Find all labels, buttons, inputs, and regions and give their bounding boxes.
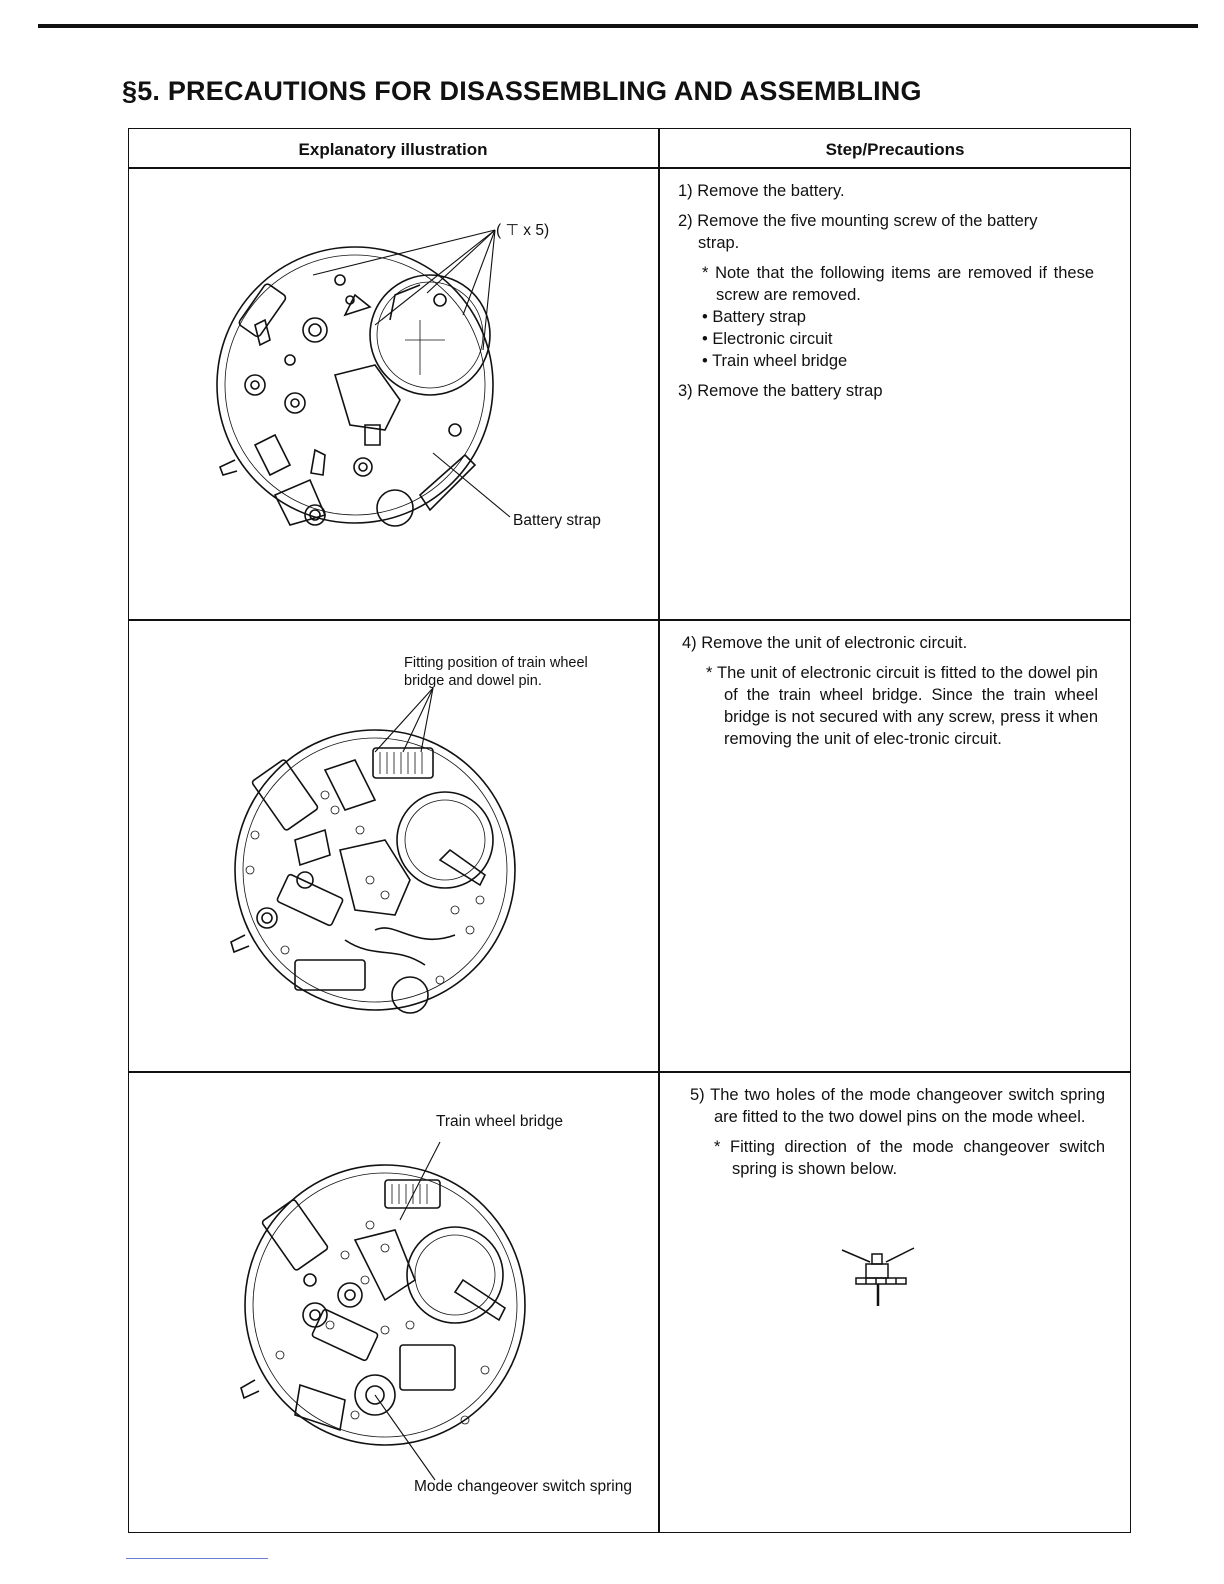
header-steps: Step/Precautions	[825, 140, 965, 159]
bullet-item: • Battery strap	[702, 308, 806, 326]
train-wheel-bridge-label: Train wheel bridge	[436, 1113, 563, 1130]
step-4-note: * The unit of electronic circuit is fitted to the dowel pin of the train wheel bridge. Since the train wheel bridge is not secured with any screw, press it when removing the unit of elec-tronic circuit.	[706, 664, 1098, 748]
bullet-battery-strap: Battery strap	[712, 308, 806, 326]
step-4: 4) Remove the unit of electronic circuit.	[682, 634, 968, 652]
movement-illustration-1	[215, 225, 515, 545]
steps-row-2	[682, 632, 1098, 750]
battery-strap-label: Battery strap	[513, 512, 601, 529]
header-divider	[128, 167, 1131, 169]
step-5-note: * Fitting direction of the mode changeover switch spring is shown below.	[714, 1138, 1105, 1178]
fitting-position-label-line1: Fitting position of train wheel	[404, 655, 588, 671]
bullet-train-wheel-bridge: Train wheel bridge	[712, 352, 848, 370]
step-5: 5) The two holes of the mode changeover switch spring are fitted to the two dowel pins on the mode wheel.	[690, 1086, 1105, 1126]
footer-rule	[126, 1558, 268, 1559]
step-1: 1) Remove the battery.	[678, 182, 845, 200]
screws-label: ( ⊤ x 5)	[496, 222, 550, 239]
top-rule	[38, 24, 1198, 28]
fitting-position-label-line2: bridge and dowel pin.	[404, 673, 542, 689]
row-divider-1	[128, 619, 1131, 621]
step-2-line1: 2) Remove the five mounting screw of the battery	[678, 212, 1038, 230]
spring-orientation-diagram	[838, 1244, 918, 1314]
movement-illustration-3	[235, 1130, 535, 1450]
step-2-line2: strap.	[698, 234, 740, 252]
header-illustration: Explanatory illustration	[298, 140, 488, 159]
bullet-electronic-circuit: Electronic circuit	[712, 330, 833, 348]
step-2-note: * Note that the following items are removed if these screw are removed.	[702, 264, 1094, 304]
row-divider-2	[128, 1071, 1131, 1073]
step-3: 3) Remove the battery strap	[678, 382, 883, 400]
steps-row-3	[690, 1084, 1105, 1180]
column-divider	[658, 128, 660, 1533]
bullet-item: • Train wheel bridge	[702, 352, 848, 370]
bullet-item: • Electronic circuit	[702, 330, 833, 348]
mode-spring-label: Mode changeover switch spring	[414, 1478, 632, 1495]
page-title: §5. PRECAUTIONS FOR DISASSEMBLING AND ASSEMBLING	[122, 76, 922, 106]
movement-illustration-2	[225, 690, 525, 1030]
steps-row-1	[678, 180, 1094, 402]
